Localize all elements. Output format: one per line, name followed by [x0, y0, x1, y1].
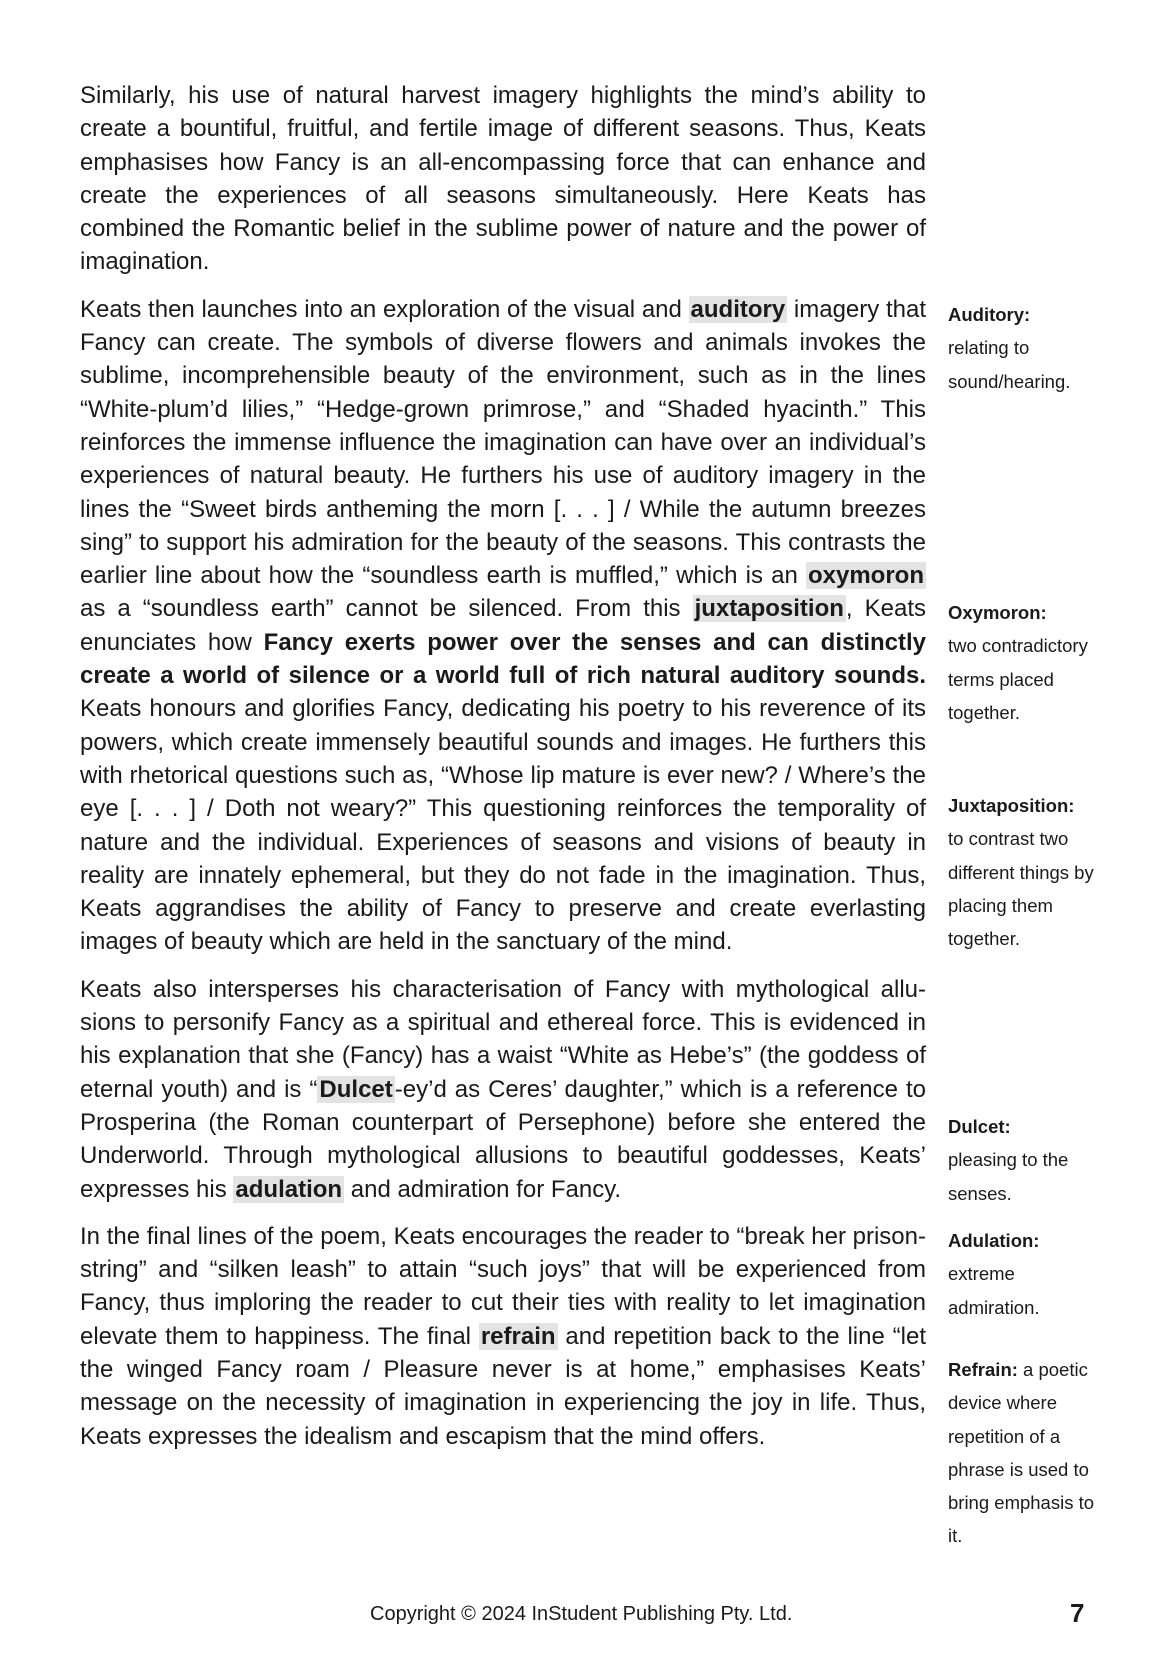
term-refrain: refrain: [480, 1322, 556, 1350]
main-text: [80, 79, 926, 1467]
paragraph-2: Keats then launches into an exploration of the visual and auditory imagery that Fancy can create. The symbols of diverse flowers and animals invokes the sublime, incomprehensible beauty of the environment, such as in the lines “White-plum’d lilies,” “Hedge-grown primrose,” and “Shaded hyacinth.” This reinforces the immense influence the imagination can have over an individual’s experiences of natural beauty. He furthers his use of auditory imagery in the lines the “Sweet birds antheming the morn [. . . ] / While the autumn breezes sing” to support his admiration for the beauty of the seasons. This contrasts the earlier line about how the “soundless earth is muffled,” which is an oxymoron as a “soundless earth” cannot be silenced. From this juxtaposition, Keats enunciates how Fancy exerts power over the senses and can distinctly create a world of silence or a world full of rich natural auditory sounds. Keats honours and glorifies Fancy, dedicating his poetry to his reverence of its powers, which create immensely beautiful sounds and images. He furthers this with rhetorical questions such as, “Whose lip mature is ever new? / Where’s the eye [. . . ] / Doth not weary?” This questioning reinforces the temporality of nature and the individual. Experiences of seasons and visions of beauty in reality are innately ephemeral, but they do not fade in the imagination. Thus, Keats aggrandises the ability of Fancy to preserve and create everlasting images of beauty which are held in the sanctuary of the mind.: [80, 295, 927, 956]
glossary-refrain: Refrain: a poetic device where repetition of a phrase is used to bring emphasis to it.: [948, 1359, 1095, 1547]
term-adulation: adulation: [235, 1175, 343, 1203]
glossary-dulcet: Dulcet: pleasing to the senses.: [948, 1116, 1069, 1204]
paragraph-3: Keats also intersperses his characterisation of Fancy with mythological allu- sions to personify Fancy as a spiritual and ethereal force. This is evidenced in his explanation that she (Fancy) has a waist “White as Hebe’s” (the goddess of eternal youth) and is “Dulcet-ey’d as Ceres’ daughter,” which is a reference to Prosperina (the Roman counterpart of Persephone) before she entered the Underworld. Through mythological allusions to beautiful goddesses, Keats’ expresses his adulation and admiration for Fancy.: [80, 975, 927, 1203]
term-oxymoron: oxymoron: [807, 562, 924, 590]
page-number: 7: [1070, 1598, 1085, 1628]
copyright-footer: Copyright © 2024 InStudent Publishing Pty. Ltd.: [370, 1603, 793, 1625]
glossary-juxtaposition: Juxtaposition: to contrast two different things by placing them together.: [948, 795, 1094, 950]
bold-statement: Fancy exerts power over the senses and can distinctly create a world of silence or a world full of rich natural auditory sounds.: [80, 628, 927, 690]
paragraph-1: Similarly, his use of natural harvest imagery highlights the mind’s ability to create a bountiful, fruitful, and fertile image of different seasons. Thus, Keats emphasises how Fancy is an all-encompassing force that can enhance and create the experiences of all seasons simultaneously. Here Keats has combined the Romantic belief in the sublime power of nature and the power of imagination.: [80, 82, 926, 276]
term-dulcet: Dulcet: [319, 1075, 393, 1103]
term-auditory: auditory: [690, 295, 786, 323]
term-juxtaposition: juxtaposition: [694, 595, 844, 623]
paragraph-4: In the final lines of the poem, Keats encourages the reader to “break her prison-string” and “silken leash” to attain “such joys” that will be experienced from Fancy, thus imploring the reader to cut their ties with reality to let imagination elevate them to happiness. The final refrain and repetition back to the line “let the winged Fancy roam / Pleasure never is at home,” emphasises Keats’ message on the necessity of imagination in experiencing the joy in life. Thus, Keats expresses the idealism and escapism that the mind offers.: [80, 1222, 926, 1450]
glossary-oxymoron: Oxymoron: two contradictory terms placed together.: [948, 602, 1088, 723]
glossary-adulation: Adulation: extreme admiration.: [948, 1230, 1040, 1318]
glossary-auditory: Auditory: relating to sound/hearing.: [948, 304, 1071, 392]
